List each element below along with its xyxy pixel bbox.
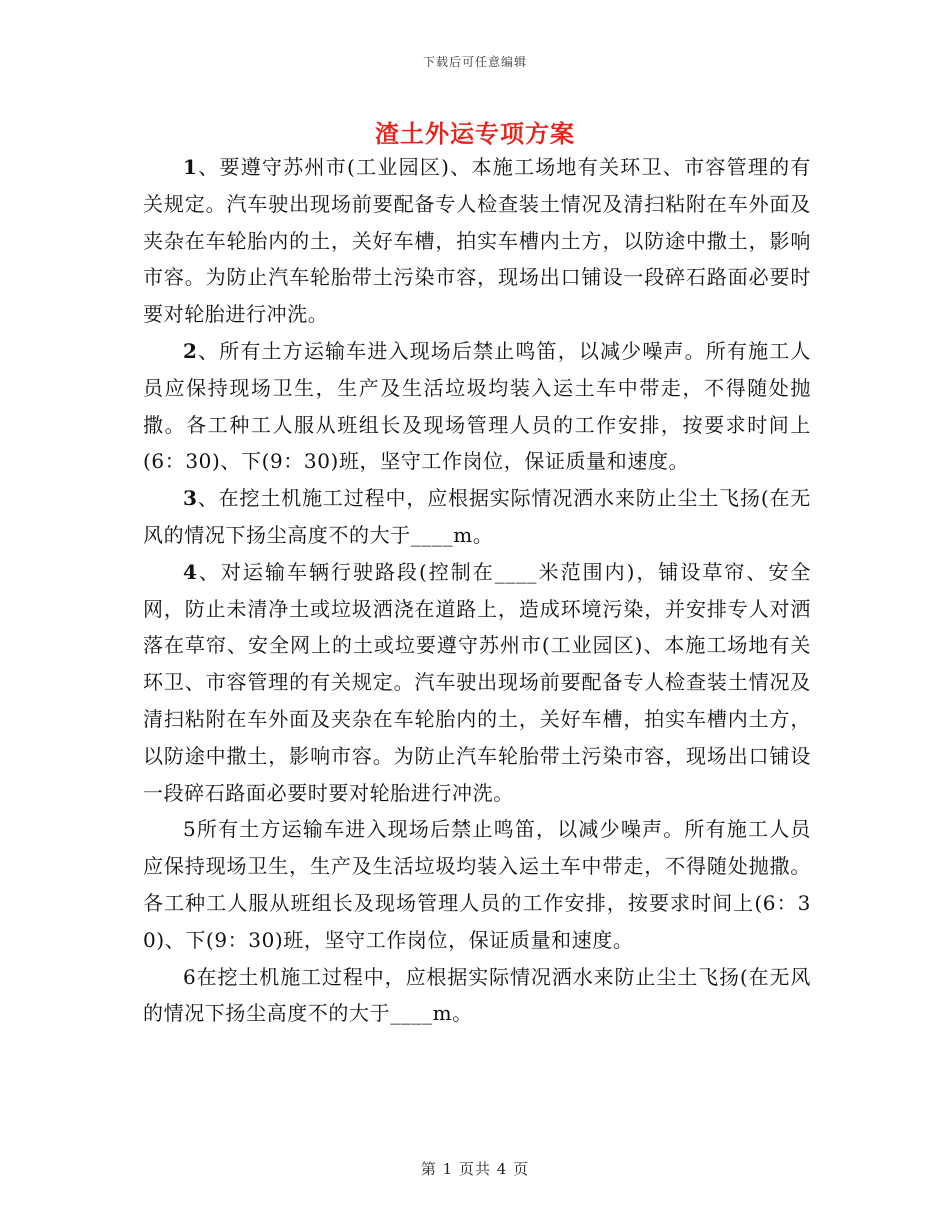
- paragraph-1: [143, 149, 811, 333]
- paragraph-text: 、对运输车辆行驶路段(控制在____米范围内)，铺设草帘、安全网，防止未清净土或垃圾洒浇在道路上，造成环境污染，并安排专人对洒落在草帘、安全网上的土或垃要遵守苏州市(工业园区)、本施工场地有关环卫、市容管理的有关规定。汽车驶出现场前要配备专人检查装土情况及清扫粘附在车外面及夹杂在车轮胎内的土，关好车槽，拍实车槽内土方，以防途中撒土，影响市容。为防止汽车轮胎带土污染市容，现场出口铺设一段碎石路面必要时要对轮胎进行冲洗。: [143, 559, 811, 805]
- paragraph-number: 2: [183, 338, 198, 363]
- paragraph-text: 、要遵守苏州市(工业园区)、本施工场地有关环卫、市容管理的有关规定。汽车驶出现场前要配备专人检查装土情况及清扫粘附在车外面及夹杂在车轮胎内的土，关好车槽，拍实车槽内土方，以防途中撒土，影响市容。为防止汽车轮胎带土污染市容，现场出口铺设一段碎石路面必要时要对轮胎进行冲洗。: [143, 155, 811, 327]
- document-title: 渣土外运专项方案: [375, 119, 575, 148]
- paragraph-2: [143, 333, 811, 480]
- page-number: 第 1 页共 4 页: [420, 1160, 530, 1178]
- paragraph-6: [143, 959, 811, 1033]
- header-note: 下载后可任意编辑: [422, 55, 527, 69]
- paragraph-number: 4: [183, 559, 198, 584]
- paragraph-3: [143, 480, 811, 554]
- paragraph-text: 、在挖土机施工过程中，应根据实际情况洒水来防止尘土飞扬(在无风的情况下扬尘高度不的大于____m。: [143, 486, 811, 547]
- document-body: [143, 149, 811, 1032]
- paragraph-number: 1: [183, 155, 198, 179]
- paragraph-text: 、所有土方运输车进入现场后禁止鸣笛，以减少噪声。所有施工人员应保持现场卫生，生产及生活垃圾均装入运土车中带走，不得随处抛撒。各工种工人服从班组长及现场管理人员的工作安排，按要求时间上(6：30)、下(9：30)班，坚守工作岗位，保证质量和速度。: [143, 338, 811, 474]
- paragraph-text: 6在挖土机施工过程中，应根据实际情况洒水来防止尘土飞扬(在无风的情况下扬尘高度不的大于____m。: [143, 964, 811, 1026]
- paragraph-text: 5所有土方运输车进入现场后禁止鸣笛，以减少噪声。所有施工人员应保持现场卫生，生产及生活垃圾均装入运土车中带走，不得随处抛撒。各工种工人服从班组长及现场管理人员的工作安排，按要求时间上(6：30)、下(9：30)班，坚守工作岗位，保证质量和速度。: [143, 817, 811, 952]
- paragraph-4: [143, 554, 811, 812]
- paragraph-number: 3: [183, 486, 198, 511]
- paragraph-5: [143, 811, 811, 958]
